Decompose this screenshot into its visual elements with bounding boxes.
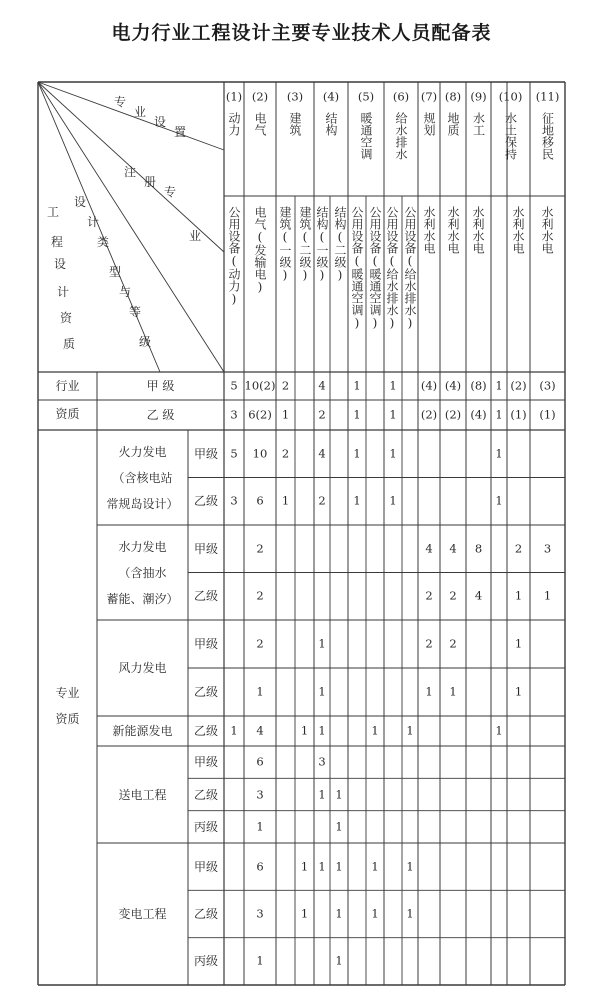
diag-label: 设 [53, 257, 67, 271]
column-registered: 水利水电 [422, 206, 436, 254]
table-cell-value: 2 [514, 541, 523, 555]
column-number: (7) [420, 89, 438, 104]
column-specialty: 动力 [227, 112, 241, 136]
grade-label: 乙级 [193, 685, 219, 699]
diag-label: 资 [59, 311, 73, 325]
table-cell-value: 4 [318, 378, 326, 393]
table-cell-value: 2 [318, 407, 326, 422]
column-number: (11) [535, 89, 560, 104]
column-registered: 公用设备(暖通空调) [368, 206, 382, 330]
column-specialty: 给水排水 [394, 112, 408, 160]
group-label: 行业 [55, 379, 80, 393]
grade-label: 甲级 [193, 637, 219, 651]
table-cell-value: 6 [256, 493, 264, 508]
table-cell-value: 1 [256, 819, 264, 834]
diag-label: 业 [133, 105, 147, 119]
column-number: (9) [470, 89, 487, 104]
table-cell-value: 1 [389, 378, 397, 393]
column-registered: 水利水电 [540, 206, 554, 254]
column-registered: 公用设备(动力) [227, 206, 241, 306]
table-cell-value: 4 [425, 541, 433, 555]
category-name: （含抽水 [118, 565, 167, 580]
column-number: (3) [286, 89, 304, 104]
table-cell-value: 1 [406, 906, 414, 921]
column-specialty: 地质 [446, 112, 460, 136]
column-registered: 水利水电 [471, 206, 485, 254]
table-cell-value: 1 [353, 407, 361, 422]
table-cell-value: 1 [495, 493, 503, 508]
table-cell-value: 1 [425, 684, 433, 699]
grade-label: 乙级 [193, 907, 219, 921]
table-cell-value: 2 [449, 588, 457, 603]
table-cell-value: (8) [470, 378, 487, 393]
table-cell-value: 4 [318, 446, 326, 460]
table-cell-value: 1 [353, 493, 361, 508]
table-cell-value: 3 [543, 541, 552, 555]
table-cell-value: 1 [495, 378, 503, 393]
grade-label: 丙级 [193, 954, 219, 969]
grade-label: 乙级 [193, 589, 219, 604]
table-cell-value: 1 [353, 378, 361, 393]
table-cell-value: 6 [256, 754, 264, 769]
diag-label: 级 [138, 335, 152, 349]
table-cell-value: 1 [281, 493, 290, 508]
table-cell-value: 1 [514, 684, 523, 699]
table-cell-value: 1 [256, 953, 264, 968]
table-cell-value: 1 [353, 446, 361, 460]
group-label: 资质 [55, 712, 80, 726]
table-cell-value: 2 [256, 541, 264, 555]
category-name: 水力发电 [118, 539, 167, 554]
diag-label: 与 [118, 285, 132, 299]
table-cell-value: 1 [371, 858, 379, 873]
column-registered: 建筑(一级) [278, 206, 292, 282]
column-specialty: 水工 [471, 112, 486, 136]
table-cell-value: 1 [335, 906, 343, 921]
table-cell-value: (2) [420, 407, 438, 422]
column-registered: 水利水电 [446, 206, 460, 254]
category-name: 蓄能、潮汐） [106, 591, 179, 606]
category-name: 风力发电 [118, 661, 167, 675]
table-cell-value: 1 [335, 858, 343, 873]
grade-label: 乙级 [193, 787, 219, 802]
column-registered: 建筑(二级) [298, 206, 312, 282]
table-cell-value: 1 [514, 636, 523, 651]
table-cell-value: 2 [281, 446, 290, 460]
table-cell-value: 1 [406, 858, 414, 873]
column-registered: 公用设备(给水排水) [385, 206, 399, 330]
column-number: (8) [444, 89, 462, 104]
table-cell-value: 1 [230, 723, 238, 738]
diag-label: 注 [123, 165, 137, 179]
group-label: 资质 [55, 407, 80, 421]
table-cell-value: 5 [230, 378, 238, 393]
table-cell-value: 1 [371, 723, 379, 738]
table-cell-value: 1 [389, 446, 397, 460]
table-cell-value: 1 [371, 906, 379, 921]
diag-label: 专 [163, 185, 177, 199]
table-cell-value: 1 [318, 723, 326, 738]
grade-label: 甲级 [193, 541, 219, 556]
table-cell-value: 1 [389, 407, 397, 422]
column-registered: 水利水电 [511, 206, 525, 254]
table-cell-value: (4) [420, 378, 438, 393]
column-specialty: 建筑 [288, 112, 302, 136]
table-cell-value: 2 [256, 636, 264, 651]
table-cell-value: 1 [300, 858, 309, 873]
table-cell-value: 10(2) [244, 378, 276, 393]
column-specialty: 暖通空调 [359, 112, 373, 160]
grade-label: 甲 级 [146, 379, 175, 393]
table-cell-value: 1 [495, 407, 503, 422]
column-registered: 公用设备(给水排水) [403, 206, 417, 330]
table-cell-value: 2 [425, 588, 433, 603]
column-specialty: 规划 [422, 112, 436, 136]
table-cell-value: 2 [256, 588, 264, 603]
table-cell-value: (1) [539, 407, 556, 422]
column-specialty: 水土保持 [503, 112, 518, 160]
diag-label: 设 [153, 115, 167, 129]
table-cell-value: 1 [495, 723, 503, 738]
table-cell-value: 1 [318, 786, 326, 801]
grade-label: 甲级 [193, 446, 219, 461]
table-cell-value: 3 [256, 906, 264, 921]
grade-label: 乙 级 [146, 408, 175, 422]
table-cell-value: (3) [539, 378, 556, 393]
grade-label: 乙级 [193, 494, 219, 509]
table-cell-value: 1 [514, 588, 523, 603]
column-number: (5) [357, 89, 375, 104]
table-cell-value: 3 [230, 407, 238, 422]
diagonal-1 [38, 82, 224, 150]
category-name: 送电工程 [118, 787, 167, 802]
grade-label: 丙级 [193, 819, 219, 834]
table-cell-value: 2 [281, 378, 290, 393]
column-specialty: 结构 [324, 112, 338, 136]
table-cell-value: 1 [335, 819, 343, 834]
table-cell-value: (4) [470, 407, 487, 422]
table-cell-value: 1 [300, 906, 309, 921]
column-registered: 公用设备(暖通空调) [350, 206, 364, 330]
table-cell-value: 4 [256, 723, 264, 738]
diag-label: 计 [86, 215, 100, 229]
table-cell-value: 1 [318, 684, 326, 699]
diag-label: 类 [96, 235, 110, 249]
table-cell-value: 4 [449, 541, 457, 555]
column-number: (4) [322, 89, 340, 104]
diag-label: 专 [113, 95, 127, 109]
column-specialty: 征地移民 [540, 112, 555, 160]
table-cell-value: 3 [318, 754, 326, 769]
table-cell-value: (2) [444, 407, 462, 422]
diag-label: 质 [62, 337, 76, 351]
category-name: 常规岛设计） [106, 496, 179, 511]
table-cell-value: 2 [318, 493, 326, 508]
table-cell-value: 6 [256, 858, 264, 873]
diag-label: 计 [56, 285, 70, 299]
category-name: 火力发电 [118, 444, 167, 459]
column-number: (6) [392, 89, 410, 104]
column-number: (2) [251, 89, 269, 104]
table-cell-value: 1 [389, 493, 397, 508]
table-cell-value: 8 [474, 541, 483, 555]
category-name: 新能源发电 [112, 724, 173, 738]
diag-label: 程 [50, 235, 64, 249]
table-cell-value: 2 [425, 636, 433, 651]
column-number: (10) [498, 89, 523, 104]
category-name: （含核电站 [112, 470, 173, 485]
diag-label: 业 [188, 229, 202, 243]
diag-label: 型 [108, 265, 122, 279]
grade-label: 甲级 [193, 859, 219, 874]
table-cell-value: 1 [256, 684, 264, 699]
table-cell-value: 10 [252, 446, 268, 460]
table-cell-value: 1 [300, 723, 309, 738]
table-cell-value: 1 [335, 953, 343, 968]
column-registered: 结构(一级) [315, 206, 329, 282]
table-cell-value: 1 [318, 858, 326, 873]
table-cell-value: (4) [444, 378, 462, 393]
diag-label: 册 [143, 175, 157, 189]
column-registered: 结构(二级) [333, 206, 347, 282]
table-cell-value: (2) [510, 378, 527, 393]
table-cell-value: 3 [230, 493, 238, 508]
table-cell-value: 4 [474, 588, 483, 603]
table-cell-value: 1 [281, 407, 290, 422]
group-label: 专业 [55, 686, 80, 700]
table-cell-value: (1) [510, 407, 527, 422]
diag-label: 设 [73, 195, 87, 209]
table-cell-value: 1 [406, 723, 414, 738]
table-cell-value: 1 [318, 636, 326, 651]
table-cell-value: 1 [543, 588, 552, 603]
diag-label: 工 [46, 205, 60, 219]
table-cell-value: 3 [256, 786, 264, 801]
table-cell-value: 6(2) [248, 407, 272, 422]
column-number: (1) [225, 89, 243, 104]
table-cell-value: 1 [335, 786, 343, 801]
table-cell-value: 1 [449, 684, 457, 699]
diag-label: 置 [173, 125, 187, 139]
page-title: 电力行业工程设计主要专业技术人员配备表 [111, 22, 492, 44]
table-cell-value: 5 [230, 446, 238, 460]
diag-label: 等 [128, 305, 142, 319]
table-cell-value: 1 [495, 446, 503, 460]
column-registered: 电气(发输电) [253, 206, 267, 294]
column-specialty: 电气 [253, 112, 267, 136]
table-cell-value: 2 [449, 636, 457, 651]
grade-label: 乙级 [193, 724, 219, 738]
grade-label: 甲级 [193, 755, 219, 770]
category-name: 变电工程 [118, 907, 167, 921]
